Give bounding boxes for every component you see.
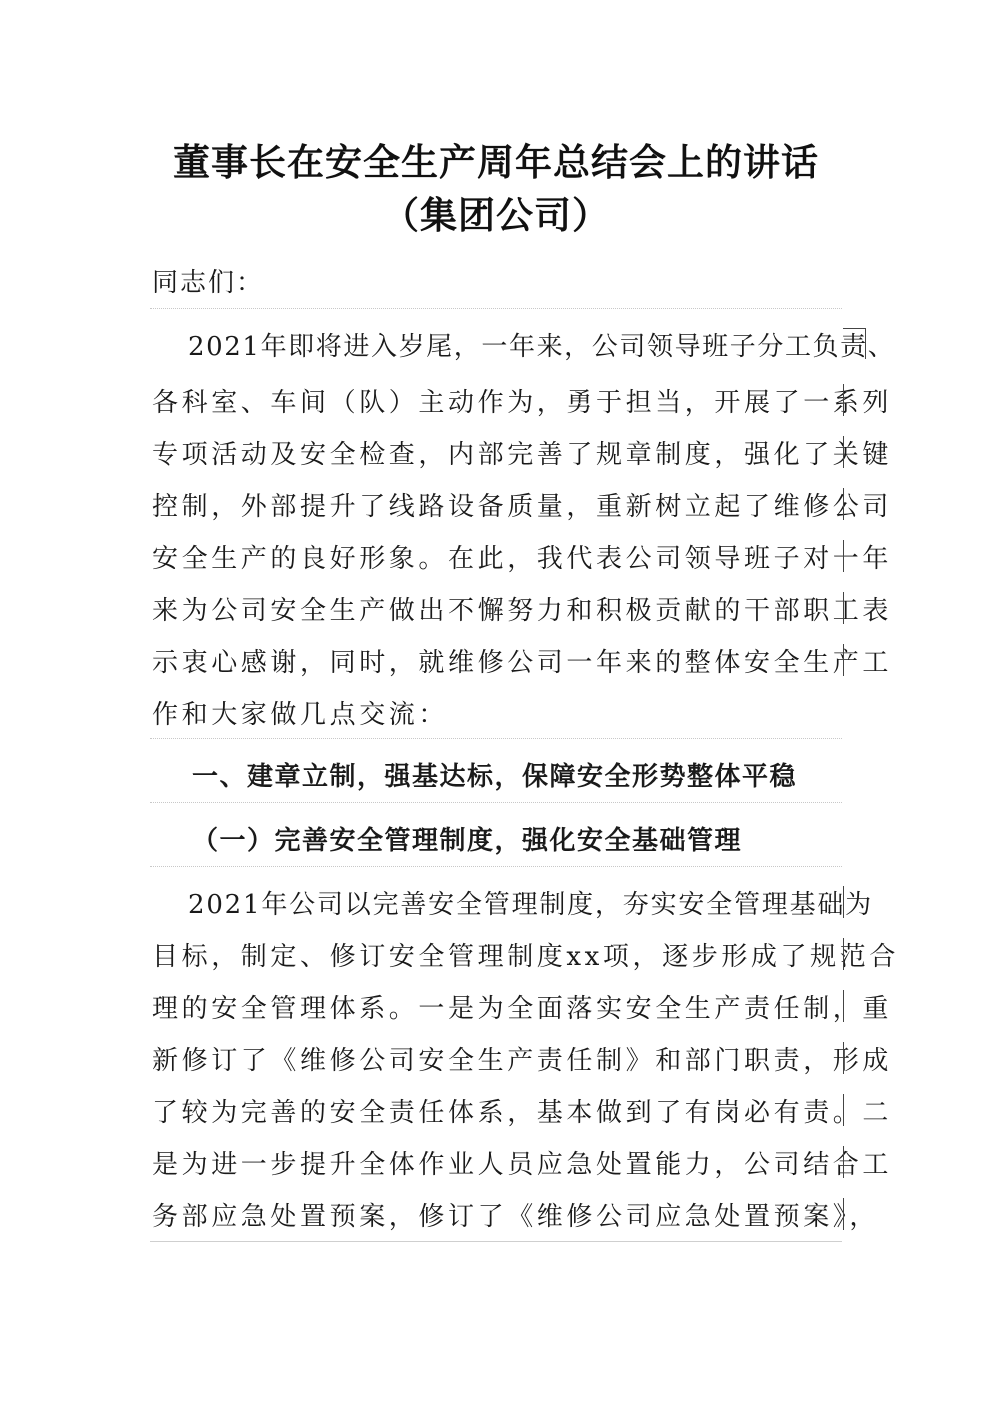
paragraph1-line: 示衷心感谢，同时，就维修公司一年来的整体安全生产工 xyxy=(152,648,893,678)
margin-mark xyxy=(843,644,844,676)
margin-mark xyxy=(843,384,844,416)
subsection-heading: （一）完善安全管理制度，强化安全基础管理 xyxy=(192,826,743,856)
paragraph1-line: 控制，外部提升了线路设备质量，重新树立起了维修公司 xyxy=(152,492,893,522)
margin-mark xyxy=(843,1198,844,1230)
paragraph2-line: 了较为完善的安全责任体系，基本做到了有岗必有责。二 xyxy=(152,1098,893,1128)
divider xyxy=(150,738,842,739)
divider xyxy=(150,308,842,309)
margin-mark xyxy=(843,1042,844,1074)
paragraph2-line: 目标，制定、修订安全管理制度xx项，逐步形成了规范合 xyxy=(152,942,899,972)
margin-mark xyxy=(843,488,844,520)
paragraph1-line: 作和大家做几点交流： xyxy=(152,700,449,730)
divider xyxy=(150,866,842,867)
margin-mark xyxy=(843,990,844,1022)
divider xyxy=(150,802,842,803)
paragraph2-line: 理的安全管理体系。一是为全面落实安全生产责任制，重 xyxy=(152,994,893,1024)
paragraph1-line: 各科室、车间（队）主动作为，勇于担当，开展了一系列 xyxy=(152,388,893,418)
salutation: 同志们： xyxy=(152,268,265,298)
document-title-line2: （集团公司） xyxy=(382,193,610,237)
paragraph2-line: 是为进一步提升全体作业人员应急处置能力，公司结合工 xyxy=(152,1150,893,1180)
margin-mark xyxy=(843,1146,844,1178)
paragraph2-line: 新修订了《维修公司安全生产责任制》和部门职责，形成 xyxy=(152,1046,893,1076)
document-title-line1: 董事长在安全生产周年总结会上的讲话 xyxy=(173,140,819,184)
bottom-rule xyxy=(150,1241,842,1242)
margin-mark xyxy=(843,938,844,970)
paragraph1-line: 专项活动及安全检查，内部完善了规章制度，强化了关键 xyxy=(152,440,893,470)
paragraph2-line: 2021年公司以完善安全管理制度，夯实安全管理基础为 xyxy=(188,890,873,920)
paragraph1-line: 安全生产的良好形象。在此，我代表公司领导班子对一年 xyxy=(152,544,893,574)
paragraph1-line: 2021年即将进入岁尾，一年来，公司领导班子分工负责、 xyxy=(188,332,896,362)
margin-mark xyxy=(843,1094,844,1126)
section-heading: 一、建章立制，强基达标，保障安全形势整体平稳 xyxy=(192,762,798,792)
paragraph2-line: 务部应急处置预案，修订了《维修公司应急处置预案》， xyxy=(152,1202,880,1232)
margin-mark xyxy=(843,540,844,572)
margin-mark xyxy=(843,592,844,624)
paragraph1-line: 来为公司安全生产做出不懈努力和积极贡献的干部职工表 xyxy=(152,596,893,626)
margin-mark xyxy=(843,886,844,918)
margin-mark xyxy=(843,436,844,468)
